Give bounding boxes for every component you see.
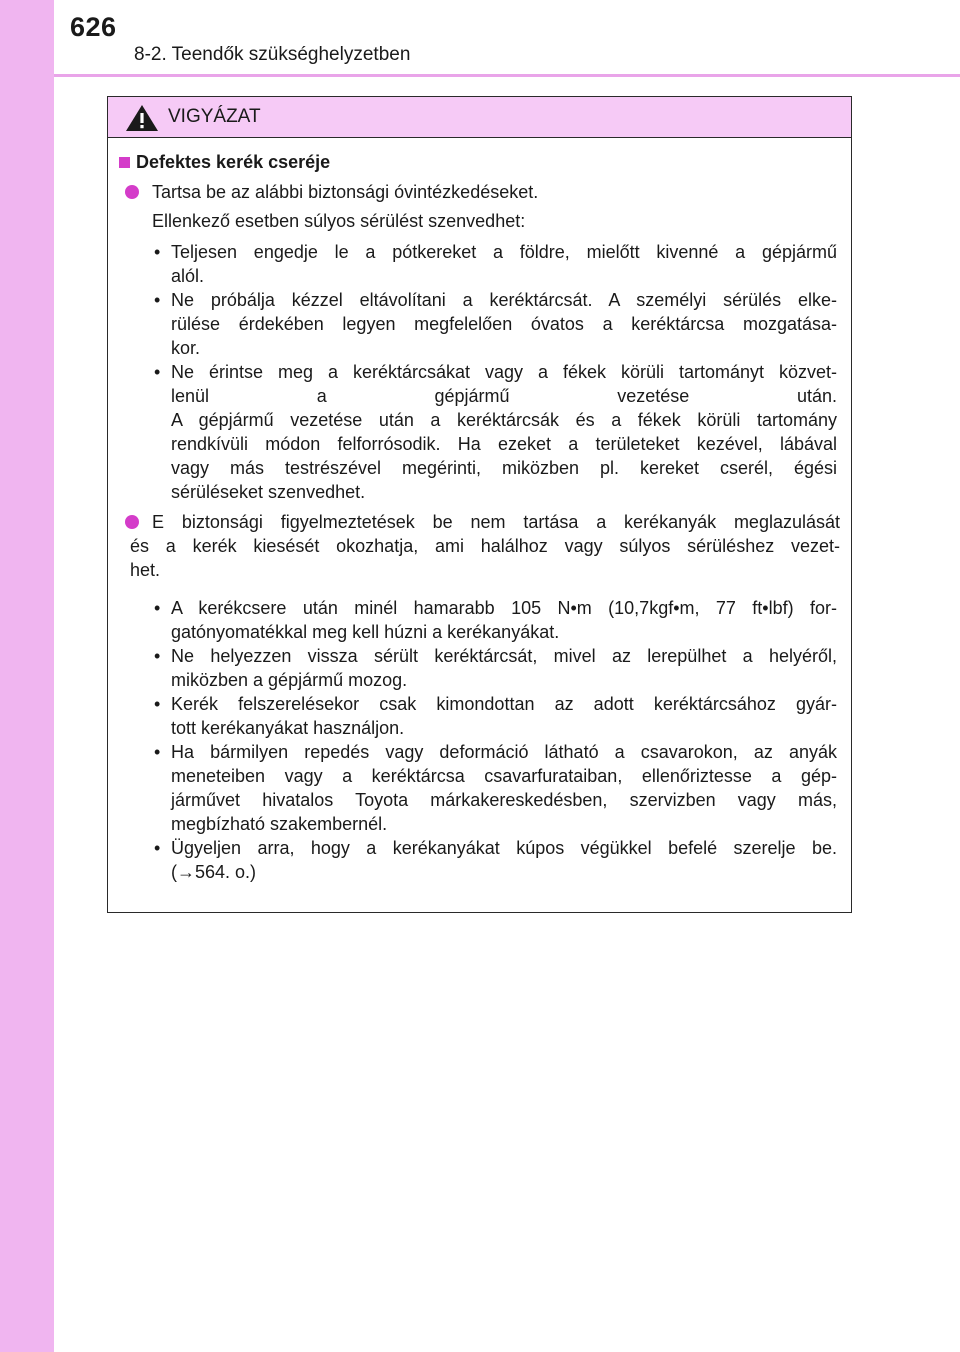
bullet-text-line: sérüléseket szenvedhet.	[171, 482, 366, 502]
bullet-icon: •	[154, 838, 161, 858]
bullet-text-line: járművet hivatalos Toyota márkakereskedésben, szervizben vagy más,	[171, 790, 837, 810]
warning-header	[108, 97, 851, 138]
bullet-icon: •	[154, 742, 161, 762]
subsection-title-text: Defektes kerék cseréje	[136, 152, 331, 172]
bullet-text-line: miközben a gépjármű mozog.	[171, 670, 408, 690]
bullet-text-line: Ne próbálja kézzel eltávolítani a keréktárcsát. A személyi sérülés elke-	[171, 290, 837, 310]
bullet-text-line: meneteiben vagy a keréktárcsa csavarfurataiban, ellenőriztesse a gép-	[171, 766, 837, 786]
warning-title: VIGYÁZAT	[168, 106, 261, 127]
circle-bullet-icon	[125, 515, 139, 529]
warning-box	[107, 96, 852, 913]
item-text-line: het.	[130, 560, 161, 580]
header-divider	[54, 74, 960, 77]
side-color-band	[0, 0, 54, 1352]
bullet-text-line: Ne helyezzen vissza sérült keréktárcsát, mivel az lerepülhet a helyéről,	[171, 646, 837, 666]
bullet-text-line: rendkívüli módon felforrósodik. Ha ezeket a területeket kezével, lábával	[171, 434, 837, 454]
item-text-line: E biztonsági figyelmeztetések be nem tartása a kerékanyák meglazulását	[152, 512, 840, 532]
bullet-text-line: gatónyomatékkal meg kell húzni a kerékanyákat.	[171, 622, 560, 642]
bullet-icon: •	[154, 290, 161, 310]
warning-triangle-icon	[125, 104, 159, 132]
bullet-icon: •	[154, 598, 161, 618]
page-number: 626	[70, 12, 117, 42]
circle-bullet-icon	[125, 185, 139, 199]
bullet-icon: •	[154, 362, 161, 382]
bullet-icon: •	[154, 646, 161, 666]
bullet-text-line: tott kerékanyákat használjon.	[171, 718, 405, 738]
bullet-text-line: alól.	[171, 266, 205, 286]
bullet-text-line: Teljesen engedje le a pótkereket a földre, mielőtt kivenné a gépjármű	[171, 242, 837, 262]
bullet-icon: •	[154, 242, 161, 262]
bullet-text-line: Ne érintse meg a keréktárcsákat vagy a fékek körüli tartományt közvet-	[171, 362, 837, 382]
section-title: 8-2. Teendők szükséghelyzetben	[134, 44, 411, 65]
square-bullet-icon	[119, 157, 130, 168]
bullet-text-line: megbízható szakembernél.	[171, 814, 388, 834]
subsection-title	[119, 152, 330, 173]
bullet-text-line: rülése érdekében legyen megfelelően óvatos a keréktárcsa mozgatása-	[171, 314, 837, 334]
bullet-text-line: (→564. o.)	[171, 862, 257, 882]
bullet-text-line: vagy más testrészével megérinti, miközben pl. kereket cserél, égési	[171, 458, 837, 478]
bullet-icon: •	[154, 694, 161, 714]
bullet-text-line: kor.	[171, 338, 201, 358]
bullet-text-line: lenül a gépjármű vezetése után.	[171, 386, 837, 406]
bullet-text-line: A gépjármű vezetése után a keréktárcsák és a fékek körüli tartomány	[171, 410, 837, 430]
note-line: Ellenkező esetben súlyos sérülést szenvedhet:	[152, 211, 526, 231]
bullet-text-line: Kerék felszerelésekor csak kimondottan az adott keréktárcsához gyár-	[171, 694, 837, 714]
item-text-line: Tartsa be az alábbi biztonsági óvintézkedéseket.	[152, 182, 539, 202]
bullet-text-line: Ügyeljen arra, hogy a kerékanyákat kúpos végükkel befelé szerelje be.	[171, 838, 837, 858]
bullet-text-line: A kerékcsere után minél hamarabb 105 N•m (10,7kgf•m, 77 ft•lbf) for-	[171, 598, 837, 618]
item-text-line: és a kerék kiesését okozhatja, ami halálhoz vagy súlyos sérüléshez vezet-	[130, 536, 840, 556]
bullet-text-line: Ha bármilyen repedés vagy deformáció látható a csavarokon, az anyák	[171, 742, 837, 762]
